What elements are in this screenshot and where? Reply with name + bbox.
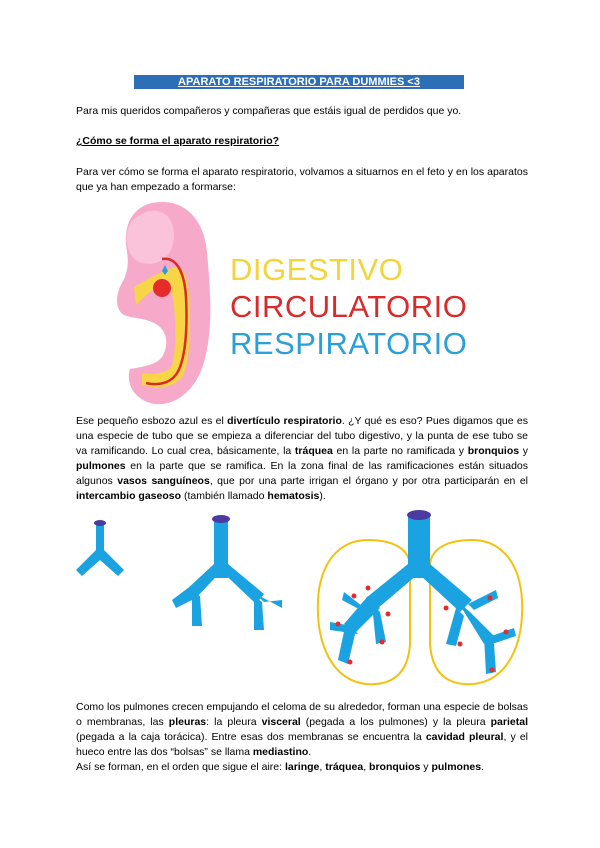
p3-text-2: : la pleura	[206, 716, 262, 728]
lung-stage-3	[308, 504, 532, 690]
pleura-right	[430, 540, 522, 684]
p2-text-2: . ¿Y qué es eso? Pues digamos que es una especie de tubo que se empieza a diferenciar del tubo digestivo, y la punta de ese tubo se va ramificando. Lo cual crea, básicamente, la	[76, 415, 528, 457]
p4-bold-pulmones: pulmones	[431, 761, 482, 773]
embryo-illustration	[112, 197, 218, 411]
label-circulatorio: CIRCULATORIO	[230, 289, 468, 324]
p4-text-3: ,	[363, 761, 370, 773]
p3-bold-pleuras: pleuras	[168, 716, 207, 728]
p2-bold-intercambio: intercambio gaseoso	[76, 490, 182, 502]
p2-text-4: y	[519, 445, 529, 457]
p3-bold-mediastino: mediastino	[252, 746, 309, 758]
p4-bold-traquea: tráquea	[325, 761, 364, 773]
p2-text-6: , que por una parte irrigan el órgano y por otra participarán en el	[209, 475, 528, 487]
label-digestivo: DIGESTIVO	[230, 252, 404, 287]
p2-bold-hematosis: hematosis	[267, 490, 320, 502]
p2-bold-bronquios: bronquios	[467, 445, 520, 457]
lung-stage-1	[72, 514, 132, 594]
p3-bold-parietal: parietal	[490, 716, 528, 728]
lung-stage-2	[168, 508, 288, 638]
p3-bold-cavidad: cavidad pleural	[425, 731, 504, 743]
p4-bold-bronquios: bronquios	[369, 761, 421, 773]
p2-text-1: Ese pequeño esbozo azul es el	[76, 415, 228, 427]
p3-text-1: Como los pulmones crecen empujando el celoma de su alrededor, forman una especie de bolsas o membranas, las	[76, 701, 528, 728]
p3-text-4: (pegada a la caja torácica). Entre esas dos membranas se encuentra la	[76, 731, 426, 743]
paragraph-2	[76, 414, 528, 504]
p2-text-7: (también llamado	[181, 490, 268, 502]
paragraph-3	[76, 700, 528, 760]
p4-text-1: Así se forman, en el orden que sigue el aire:	[76, 761, 285, 773]
p2-bold-traquea: tráquea	[294, 445, 333, 457]
p2-text-5: en la parte que se ramifica. En la zona final de las ramificaciones están situados algunos	[76, 460, 528, 487]
p4-text-5: .	[481, 761, 484, 773]
p3-bold-visceral: visceral	[261, 716, 301, 728]
p2-bold-pulmones: pulmones	[76, 460, 126, 472]
p3-text-6: .	[308, 746, 312, 758]
p2-text-8: ).	[319, 490, 326, 502]
section-heading: ¿Cómo se forma el aparato respiratorio?	[76, 135, 280, 147]
heart-red-dot	[153, 279, 171, 297]
intro-paragraph: Para mis queridos compañeros y compañeras que estáis igual de perdidos que yo.	[76, 105, 462, 117]
p2-bold-vasos: vasos sanguíneos	[117, 475, 210, 487]
p2-bold-diverticulo: divertículo respiratorio	[227, 415, 342, 427]
paragraph-1: Para ver cómo se forma el aparato respiratorio, volvamos a situarnos en el feto y en los aparatos que ya han empezado a formarse:	[76, 166, 528, 193]
p4-bold-laringe: laringe	[284, 761, 320, 773]
p4-text-4: y	[420, 761, 432, 773]
document-title: APARATO RESPIRATORIO PARA DUMMIES <3	[134, 75, 464, 89]
p3-text-5: , y el hueco entre las dos “bolsas” se llama	[76, 731, 528, 758]
p4-text-2: ,	[319, 761, 326, 773]
paragraph-4	[76, 760, 528, 775]
label-respiratorio: RESPIRATORIO	[230, 326, 468, 361]
p3-text-3: (pegada a los pulmones) y la pleura	[300, 716, 491, 728]
p2-text-3: en la parte no ramificada y	[332, 445, 468, 457]
